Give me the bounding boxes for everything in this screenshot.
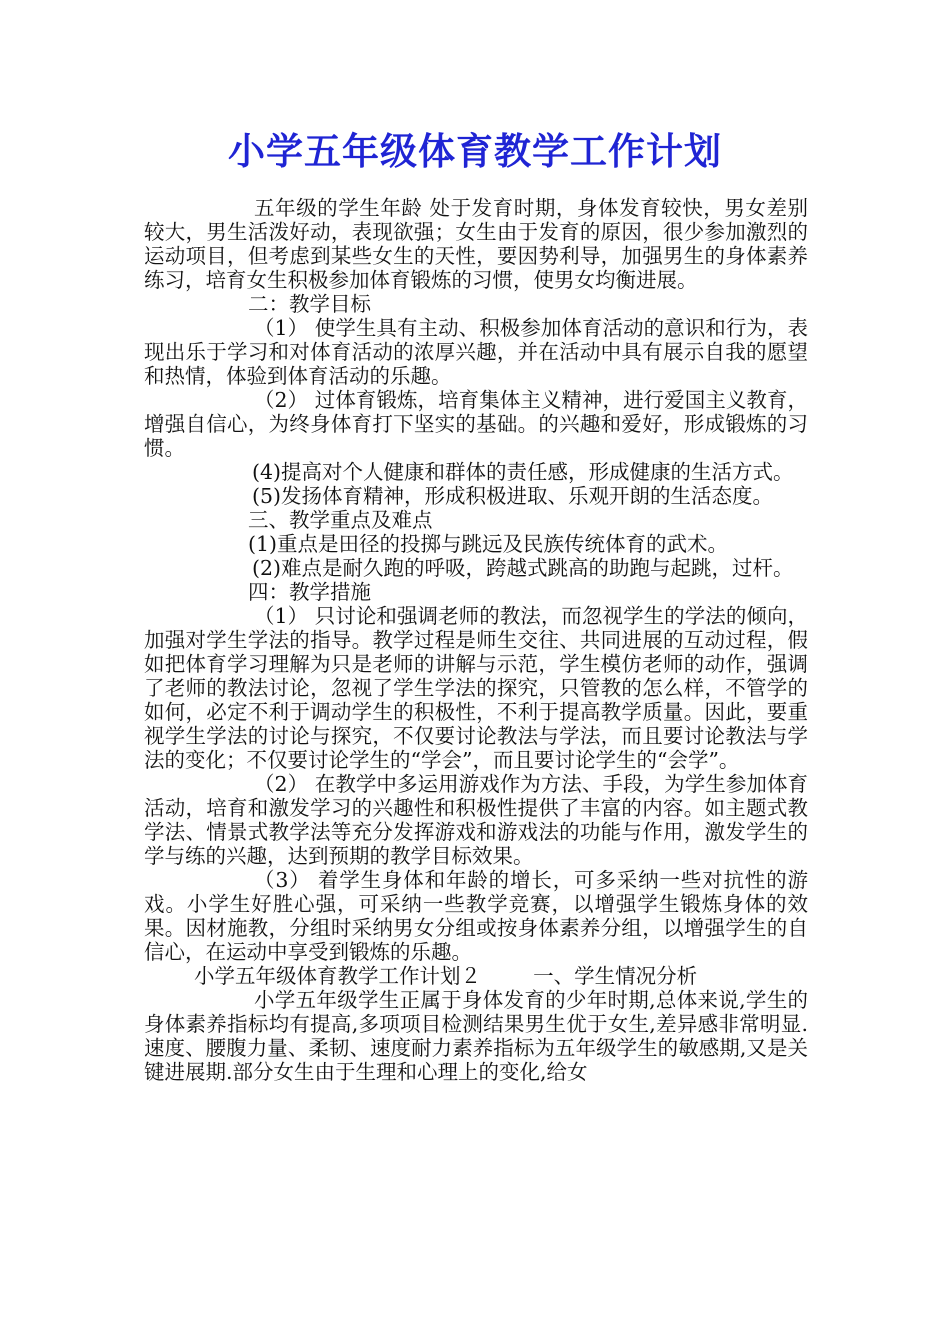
paragraph-key-2: (2)难点是耐久跑的呼吸，跨越式跳高的助跑与起跳，过杆。 — [252, 556, 794, 580]
paragraph-goal-1: （1） 使学生具有主动、积极参加体育活动的意识和行为，表现出乐于学习和对体育活动的浓厚兴趣，并在活动中具有展示自我的愿望和热情，体验到体育活动的乐趣。 — [144, 316, 808, 388]
paragraph-intro: 五年级的学生年龄 处于发育时期，身体发育较快，男女差别较大，男生活泼好动，表现欲强；女生由于发育的原因，很少参加激烈的运动项目，但考虑到某些女生的天性，要因势利导，加强男生的身体素养练习，培育女生积极参加体育锻炼的习惯，使男女均衡进展。 — [144, 196, 808, 292]
paragraph-key-1: (1)重点是田径的投掷与跳远及民族传统体育的武术。 — [248, 532, 729, 556]
paragraph-goal-2: （2） 过体育锻炼，培育集体主义精神，进行爱国主义教育，增强自信心，为终身体育打下坚实的基础。的兴趣和爱好，形成锻炼的习惯。 — [144, 388, 808, 460]
paragraph-goal-5: (5)发扬体育精神，形成积极进取、乐观开朗的生活态度。 — [252, 484, 774, 508]
paragraph-measure-1: （1） 只讨论和强调老师的教法，而忽视学生的学法的倾向，加强对学生学法的指导。教学过程是师生交往、共同进展的互动过程，假如把体育学习理解为只是老师的讲解与示范，学生模仿老师的动作，强调了老师的教法讨论，忽视了学生学法的探究，只管教的怎么样，不管学的如何，必定不利于调动学生的积极性，不利于提高教学质量。因此，要重视学生学法的讨论与探究，不仅要讨论教法与学法，而且要讨论教法与学法的变化；不仅要讨论学生的“学会”，而且要讨论学生的“会学”。 — [144, 604, 808, 772]
paragraph-plan-2-analysis: 小学五年级学生正属于身体发育的少年时期,总体来说,学生的身体素养指标均有提高,多项项目检测结果男生优于女生,差异感非常明显.速度、腰腹力量、柔韧、速度耐力素养指标为五年级学生的敏感期,又是关键进展期.部分女生由于生理和心理上的变化,给女 — [144, 988, 808, 1084]
paragraph-measure-3: （3） 着学生身体和年龄的增长，可多采纳一些对抗性的游戏。小学生好胜心强，可采纳一些教学竞赛，以增强学生锻炼身体的效果。因材施教，分组时采纳男女分组或按身体素养分组，以增强学生的自信心，在运动中享受到锻炼的乐趣。 — [144, 868, 808, 964]
paragraph-goal-4: (4)提高对个人健康和群体的责任感，形成健康的生活方式。 — [252, 460, 794, 484]
section-heading-measures: 四：教学措施 — [248, 580, 371, 604]
section-heading-goals: 二：教学目标 — [248, 292, 371, 316]
section-heading-key-points: 三、教学重点及难点 — [248, 508, 433, 532]
paragraph-measure-2: （2） 在教学中多运用游戏作为方法、手段，为学生参加体育活动，培育和激发学习的兴趣性和积极性提供了丰富的内容。如主题式教学法、情景式教学法等充分发挥游戏和游戏法的功能与作用，激发学生的学与练的兴趣，达到预期的教学目标效果。 — [144, 772, 808, 868]
document-title: 小学五年级体育教学工作计划 — [228, 130, 722, 173]
plan-2-heading-line: 小学五年级体育教学工作计划２ 一、学生情况分析 — [194, 964, 698, 988]
document-body — [144, 196, 808, 1084]
